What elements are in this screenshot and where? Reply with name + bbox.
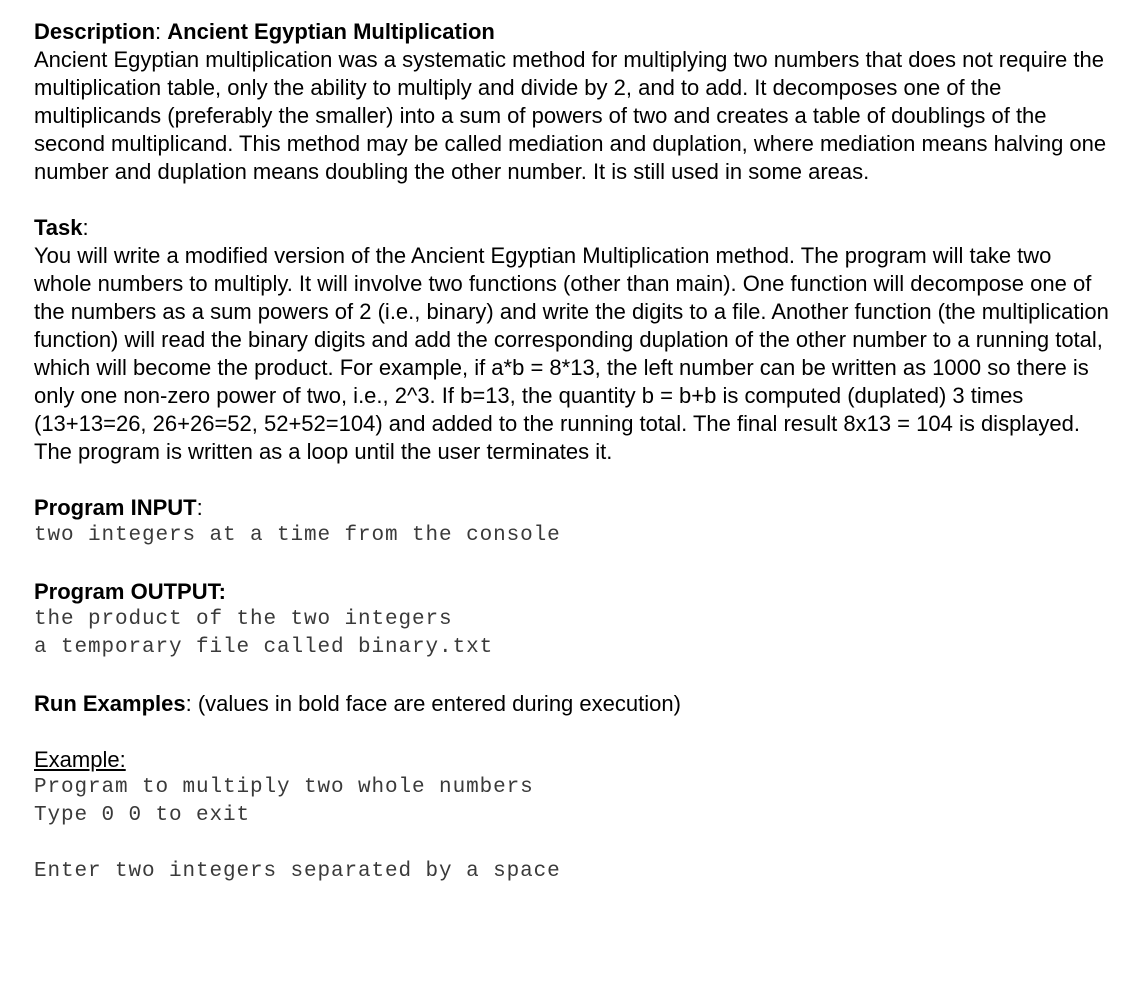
description-title: Ancient Egyptian Multiplication (167, 19, 495, 44)
description-body: Ancient Egyptian multiplication was a systematic method for multiplying two numbers that does not require the multiplication table, only the ability to multiply and divide by 2, and to add. It decomposes one of the multiplicands (preferably the smaller) into a sum of powers of two and creates a table of doublings of the second multiplicand. This method may be called mediation and duplation, where mediation means halving one number and duplation means doubling the other number. It is still used in some areas. (34, 47, 1107, 184)
task-section (34, 214, 1114, 466)
program-output-line: the product of the two integers (34, 608, 453, 631)
program-input-line: two integers at a time from the console (34, 524, 561, 547)
example-console-line: Program to multiply two whole numbers (34, 776, 534, 799)
run-examples-section (34, 690, 1114, 718)
example-heading: Example: (34, 747, 126, 772)
description-heading (34, 18, 1114, 46)
example-console-prompt: Enter two integers separated by a space (34, 860, 561, 883)
program-input-heading-separator: : (196, 495, 203, 520)
program-input-section (34, 494, 1114, 550)
run-examples-note: : (values in bold face are entered during execution) (185, 691, 681, 716)
program-output-section (34, 578, 1114, 662)
description-heading-separator: : (155, 19, 168, 44)
task-body: You will write a modified version of the Ancient Egyptian Multiplication method. The program will take two whole numbers to multiply. It will involve two functions (other than main). One function will decompose one of the numbers as a sum powers of 2 (i.e., binary) and write the digits to a file. Another function (the multiplication function) will read the binary digits and add the corresponding duplation of the other number to a running total, which will become the product. For example, if a*b = 8*13, the left number can be written as 1000 so there is only one non-zero power of two, i.e., 2^3. If b=13, the quantity b = b+b is computed (duplated) 3 times (13+13=26, 26+26=52, 52+52=104) and added to the running total. The final result 8x13 = 104 is displayed. The program is written as a loop until the user terminates it. (34, 243, 1109, 464)
assignment-document (34, 18, 1114, 886)
description-section (34, 18, 1114, 186)
example-console-line: Type 0 0 to exit (34, 804, 251, 827)
task-label: Task (34, 215, 83, 240)
program-output-line: a temporary file called binary.txt (34, 636, 494, 659)
program-input-heading (34, 494, 1114, 522)
program-input-label: Program INPUT (34, 495, 197, 520)
run-examples-label: Run Examples (34, 691, 186, 716)
example-section (34, 746, 1114, 886)
description-label: Description (34, 19, 156, 44)
task-heading (34, 214, 1114, 242)
task-heading-separator: : (82, 215, 89, 240)
run-examples-heading (34, 690, 1114, 718)
program-output-heading: Program OUTPUT: (34, 579, 226, 604)
